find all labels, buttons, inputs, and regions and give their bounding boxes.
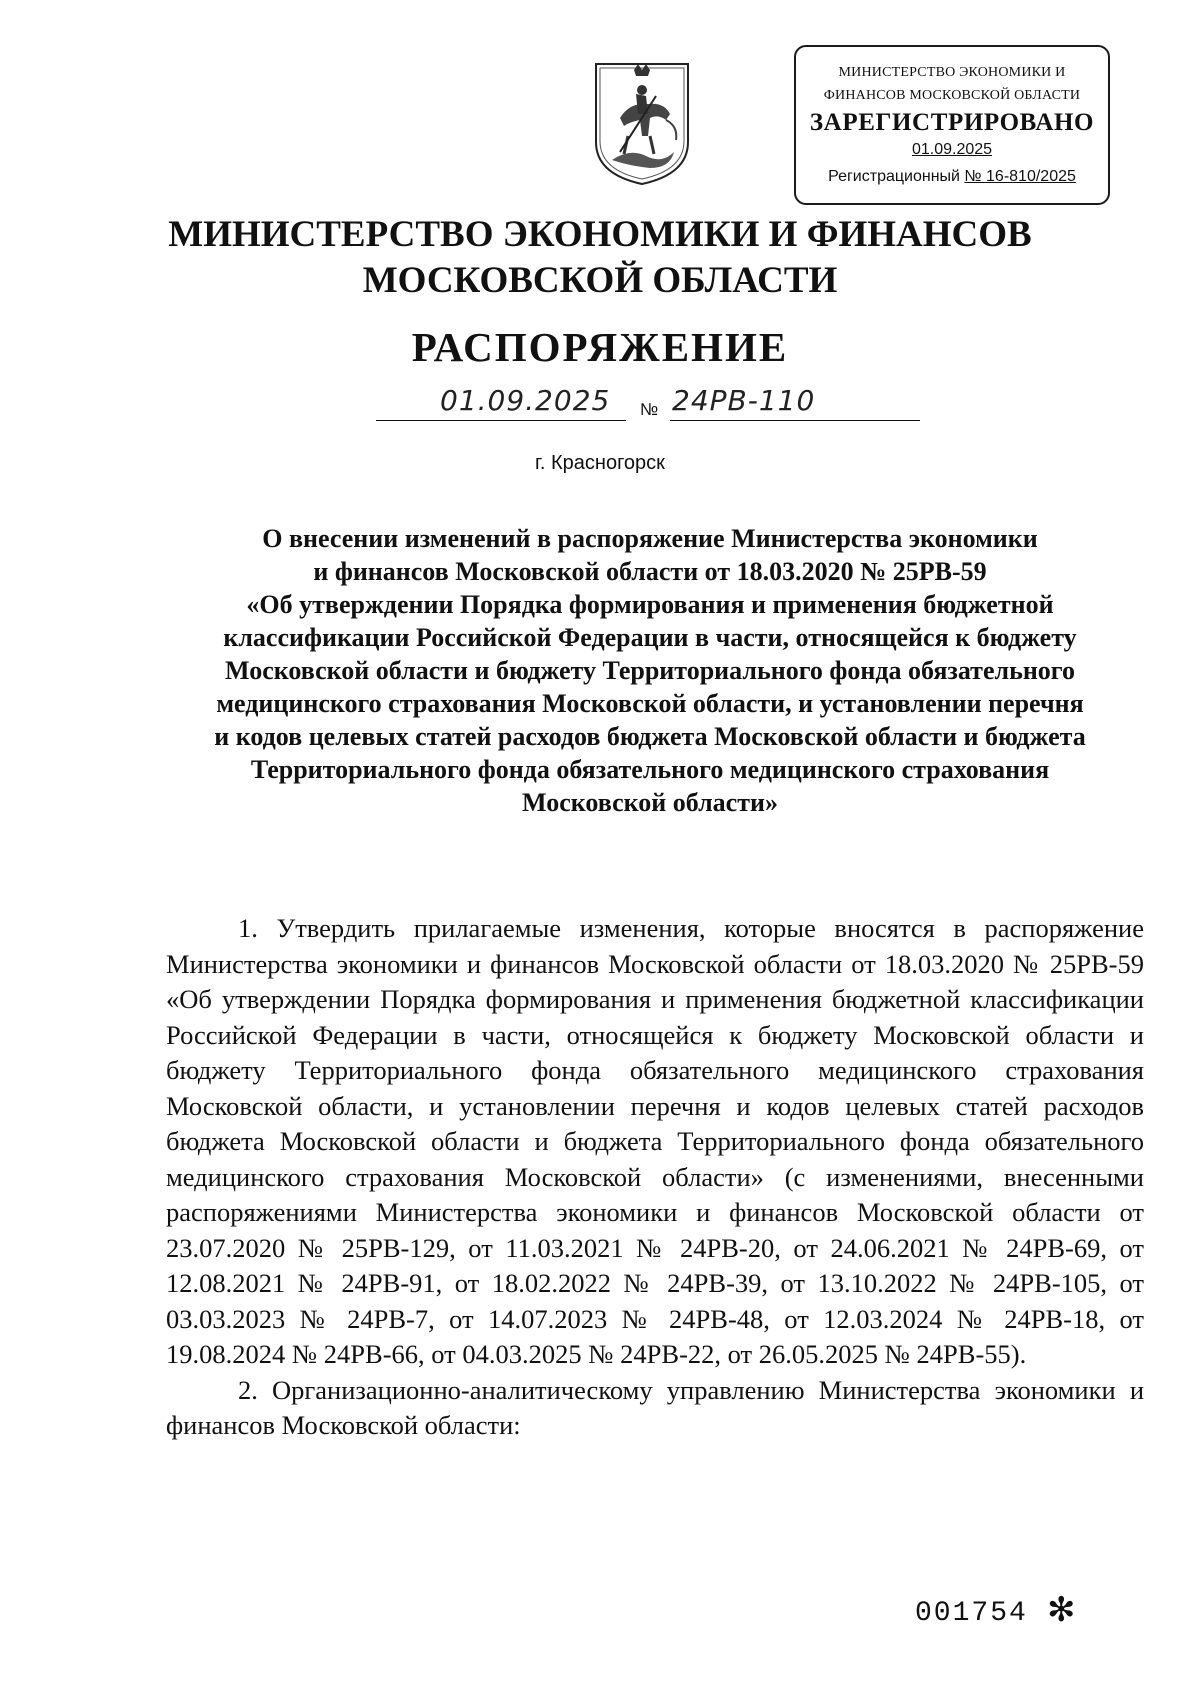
- title-line: Московской области и бюджету Территориального фонда обязательного: [225, 656, 1075, 685]
- stamp-reg-number: № 16-810/2025: [964, 168, 1076, 185]
- stamp-org-line2: ФИНАНСОВ МОСКОВСКОЙ ОБЛАСТИ: [823, 88, 1081, 103]
- title-line: Территориального фонда обязательного медицинского страхования: [250, 755, 1050, 784]
- handwritten-date: 01.09.2025: [440, 384, 611, 417]
- number-sign: №: [640, 400, 659, 419]
- ministry-name-line1: МИНИСТЕРСТВО ЭКОНОМИКИ И ФИНАНСОВ: [168, 214, 1032, 255]
- coat-of-arms-icon: [590, 56, 694, 188]
- title-line: и финансов Московской области от 18.03.2020 № 25РВ-59: [313, 557, 987, 586]
- coat-of-arms-emblem: [590, 56, 694, 188]
- title-line: Московской области»: [522, 788, 778, 817]
- ministry-name: [0, 212, 1200, 304]
- title-line: и кодов целевых статей расходов бюджета Московской области и бюджета: [214, 722, 1086, 751]
- body-paragraph-2: 2. Организационно-аналитическому управлению Министерства экономики и финансов Московской области:: [166, 1374, 1144, 1440]
- registration-stamp: [794, 45, 1110, 205]
- serial-number: 001754: [915, 1598, 1028, 1629]
- title-line: «Об утверждении Порядка формирования и применения бюджетной: [246, 590, 1054, 619]
- document-body: [166, 911, 1144, 1444]
- number-underline: [670, 420, 920, 421]
- title-line: О внесении изменений в распоряжение Министерства экономики: [262, 524, 1038, 553]
- stamp-reg-label: Регистрационный: [828, 168, 960, 185]
- document-title: [160, 522, 1140, 819]
- document-type: РАСПОРЯЖЕНИЕ: [411, 324, 789, 370]
- city: г. Красногорск: [535, 452, 665, 474]
- stamp-registration: [796, 168, 1108, 186]
- stamp-org-line1: МИНИСТЕРСТВО ЭКОНОМИКИ И: [838, 65, 1066, 80]
- handwritten-number: 24РВ-110: [672, 384, 816, 417]
- body-paragraph-1: 1. Утвердить прилагаемые изменения, которые вносятся в распоряжение Министерства экономики и финансов Московской области от 18.03.2020 № 25РВ-59 «Об утверждении Порядка формирования и применения бюджетной классификации Российской Федерации в части, относящейся к бюджету Московской области и бюджету Территориального фонда обязательного медицинского страхования Московской области, и установлении перечня и кодов целевых статей расходов бюджета Московской области и бюджета Территориального фонда обязательного медицинского страхования Московской области» (с изменениями, внесенными распоряжениями Министерства экономики и финансов Московской области от 23.07.2020 № 25РВ-129, от 11.03.2021 № 24РВ-20, от 24.06.2021 № 24РВ-69, от 12.08.2021 № 24РВ-91, от 18.02.2022 № 24РВ-39, от 13.10.2022 № 24РВ-105, от 03.03.2023 № 24РВ-7, от 14.07.2023 № 24РВ-48, от 12.03.2024 № 24РВ-18, от 19.08.2024 № 24РВ-66, от 04.03.2025 № 24РВ-22, от 26.05.2025 № 24РВ-55).: [166, 913, 1144, 1369]
- stamp-organization: [796, 61, 1108, 107]
- ministry-name-line2: МОСКОВСКОЙ ОБЛАСТИ: [362, 260, 838, 301]
- asterisk-mark-icon: ✻: [1047, 1590, 1076, 1630]
- stamp-status: ЗАРЕГИСТРИРОВАНО: [809, 109, 1095, 136]
- title-line: медицинского страхования Московской области, и установлении перечня: [216, 689, 1084, 718]
- stamp-date: 01.09.2025: [911, 141, 993, 158]
- title-line: классификации Российской Федерации в части, относящейся к бюджету: [223, 623, 1077, 652]
- date-underline: [376, 420, 626, 421]
